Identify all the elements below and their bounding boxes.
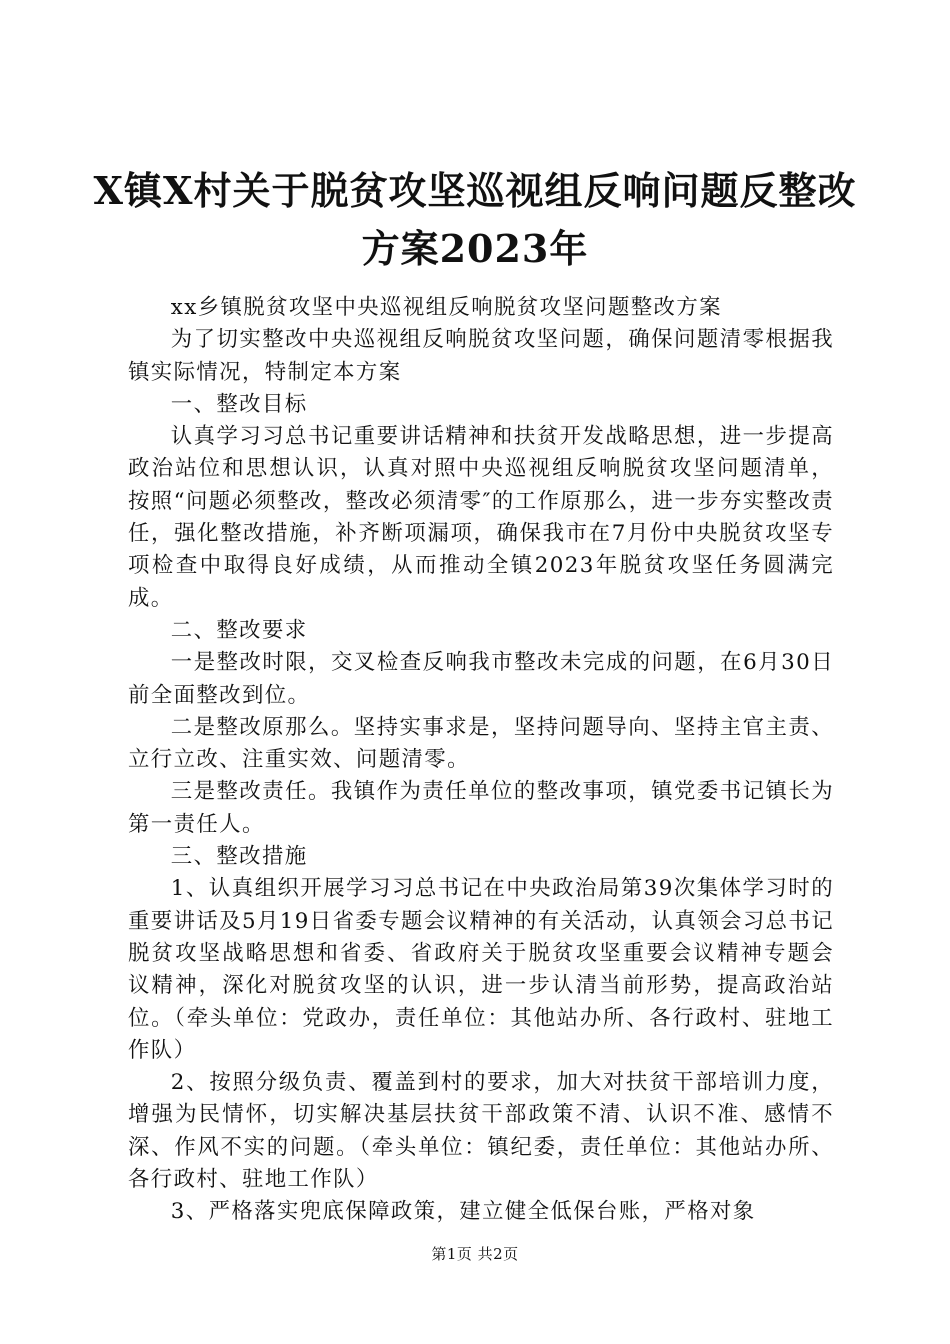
document-title-line-1: X镇X村关于脱贫攻坚巡视组反响问题反整改 bbox=[93, 168, 857, 213]
section-heading: 一、整改目标 bbox=[170, 391, 308, 417]
document-title-line-2: 方案2023年 bbox=[361, 226, 589, 271]
body-paragraph: 一是整改时限，交叉检查反响我市整改未完成的问题，在6月30日前全面整改到位。 bbox=[128, 650, 834, 708]
body-paragraph: 三是整改责任。我镇作为责任单位的整改事项，镇党委书记镇长为第一责任人。 bbox=[128, 779, 834, 837]
body-paragraph: 2、按照分级负责、覆盖到村的要求，加大对扶贫干部培训力度，增强为民情怀，切实解决基层扶贫干部政策不清、认识不准、感情不深、作风不实的问题。（牵头单位：镇纪委，责任单位：其他站办所、各行政村、驻地工作队） bbox=[128, 1070, 834, 1193]
body-paragraph: xx乡镇脱贫攻坚中央巡视组反响脱贫攻坚问题整改方案 bbox=[170, 295, 722, 320]
page-footer: 第1页 共2页 bbox=[431, 1245, 519, 1263]
section-heading: 三、整改措施 bbox=[170, 844, 308, 870]
body-paragraph: 3、严格落实兜底保障政策，建立健全低保台账，严格对象 bbox=[170, 1199, 756, 1225]
body-paragraph: 二是整改原那么。坚持实事求是，坚持问题导向、坚持主官主责、立行立改、注重实效、问题清零。 bbox=[128, 714, 834, 773]
body-paragraph: 1、认真组织开展学习习总书记在中央政治局第39次集体学习时的重要讲话及5月19日省委专题会议精神的有关活动，认真领会习总书记脱贫攻坚战略思想和省委、省政府关于脱贫攻坚重要会议精神专题会议精神，深化对脱贫攻坚的认识，进一步认清当前形势，提高政治站位。（牵头单位：党政办，责任单位：其他站办所、各行政村、驻地工作队） bbox=[128, 876, 834, 1063]
document-body bbox=[128, 292, 834, 1229]
section-heading: 二、整改要求 bbox=[170, 617, 308, 643]
body-paragraph: 为了切实整改中央巡视组反响脱贫攻坚问题，确保问题清零根据我镇实际情况，特制定本方案 bbox=[128, 327, 834, 385]
body-paragraph: 认真学习习总书记重要讲话精神和扶贫开发战略思想，进一步提高政治站位和思想认识，认真对照中央巡视组反响脱贫攻坚问题清单，按照“问题必须整改，整改必须清零″的工作原那么，进一步夯实整改责任，强化整改措施，补齐断项漏项，确保我市在7月份中央脱贫攻坚专项检查中取得良好成绩，从而推动全镇2023年脱贫攻坚任务圆满完成。 bbox=[128, 424, 834, 611]
